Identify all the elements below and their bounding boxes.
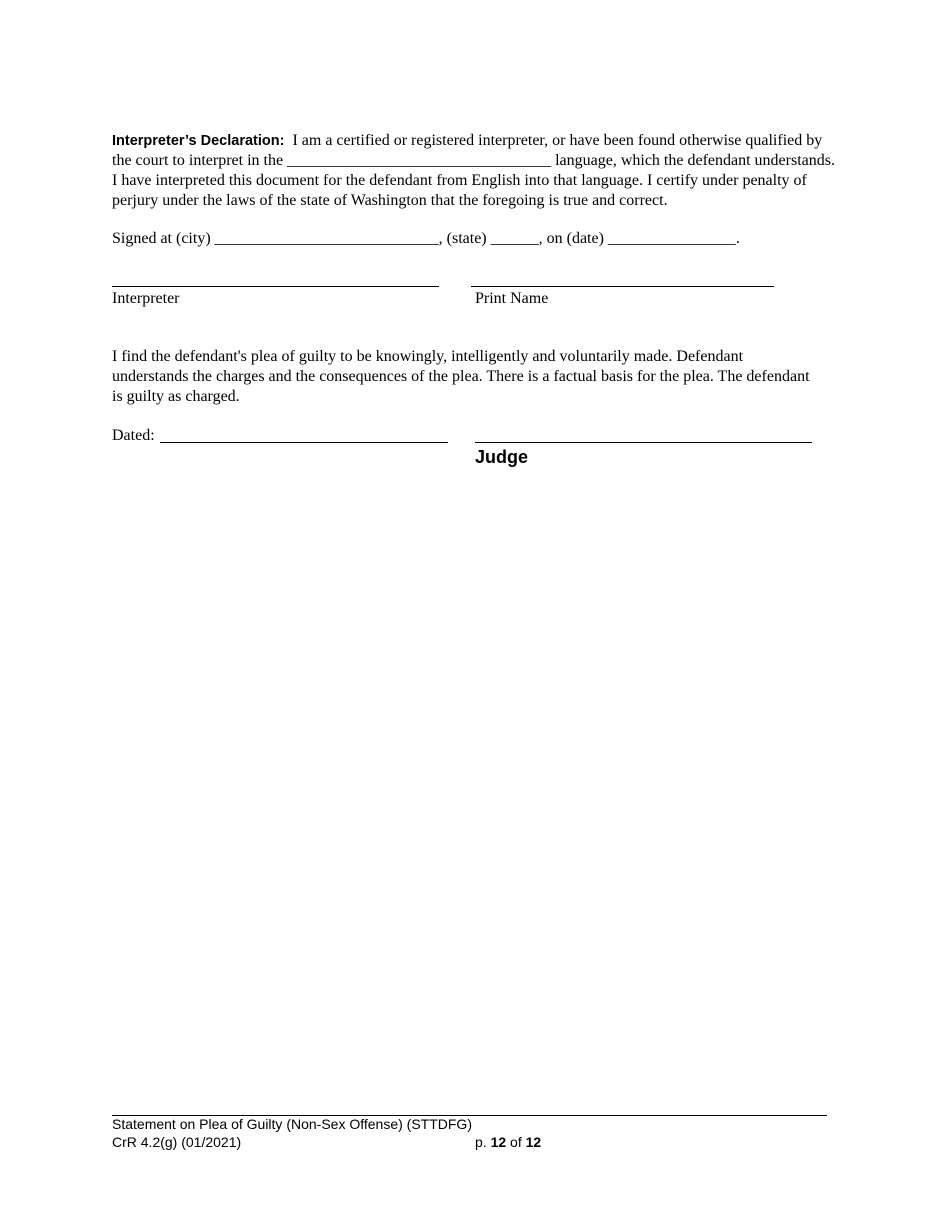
- interpreter-signature-line[interactable]: [112, 286, 439, 287]
- interpreter-declaration: [112, 131, 842, 211]
- judge-signature-line[interactable]: [475, 442, 812, 443]
- language-blank[interactable]: _________________________________: [287, 152, 552, 169]
- page-of: of: [510, 1134, 522, 1150]
- dated-line[interactable]: [160, 442, 448, 443]
- footer-rule-code: CrR 4.2(g) (01/2021): [112, 1134, 242, 1150]
- court-finding: I find the defendant's plea of guilty to be knowingly, intelligently and voluntarily made. Defendant understands the charges and the consequences of the plea. There is a factual basis for the plea. The defendant is guilty as charged.: [112, 348, 810, 405]
- print-name-line[interactable]: [471, 286, 774, 287]
- page-prefix: p.: [475, 1134, 487, 1150]
- page-total: 12: [525, 1134, 542, 1150]
- interpreter-declaration-text-2: language, which the defendant understands. I have interpreted this document for the defendant from English into that language. I certify under penalty of perjury under the laws of the state of Washington that the foregoing is true and correct.: [112, 152, 835, 209]
- footer-page-number: [475, 1134, 541, 1151]
- print-name-label: Print Name: [475, 290, 549, 307]
- footer-form-title: Statement on Plea of Guilty (Non-Sex Offense) (STTDFG): [112, 1116, 472, 1132]
- interpreter-declaration-heading: Interpreter’s Declaration:: [112, 133, 285, 149]
- page-current: 12: [490, 1134, 507, 1150]
- judge-label: Judge: [475, 447, 529, 467]
- signed-at-line[interactable]: Signed at (city) ____________________________, (state) ______, on (date) ________________.: [112, 230, 740, 247]
- interpreter-label: Interpreter: [112, 290, 180, 307]
- interpreter-declaration-text-1: I am a certified or registered interpreter, or have been found otherwise qualified by the court to interpret in the: [112, 132, 823, 169]
- dated-label: Dated:: [112, 427, 155, 444]
